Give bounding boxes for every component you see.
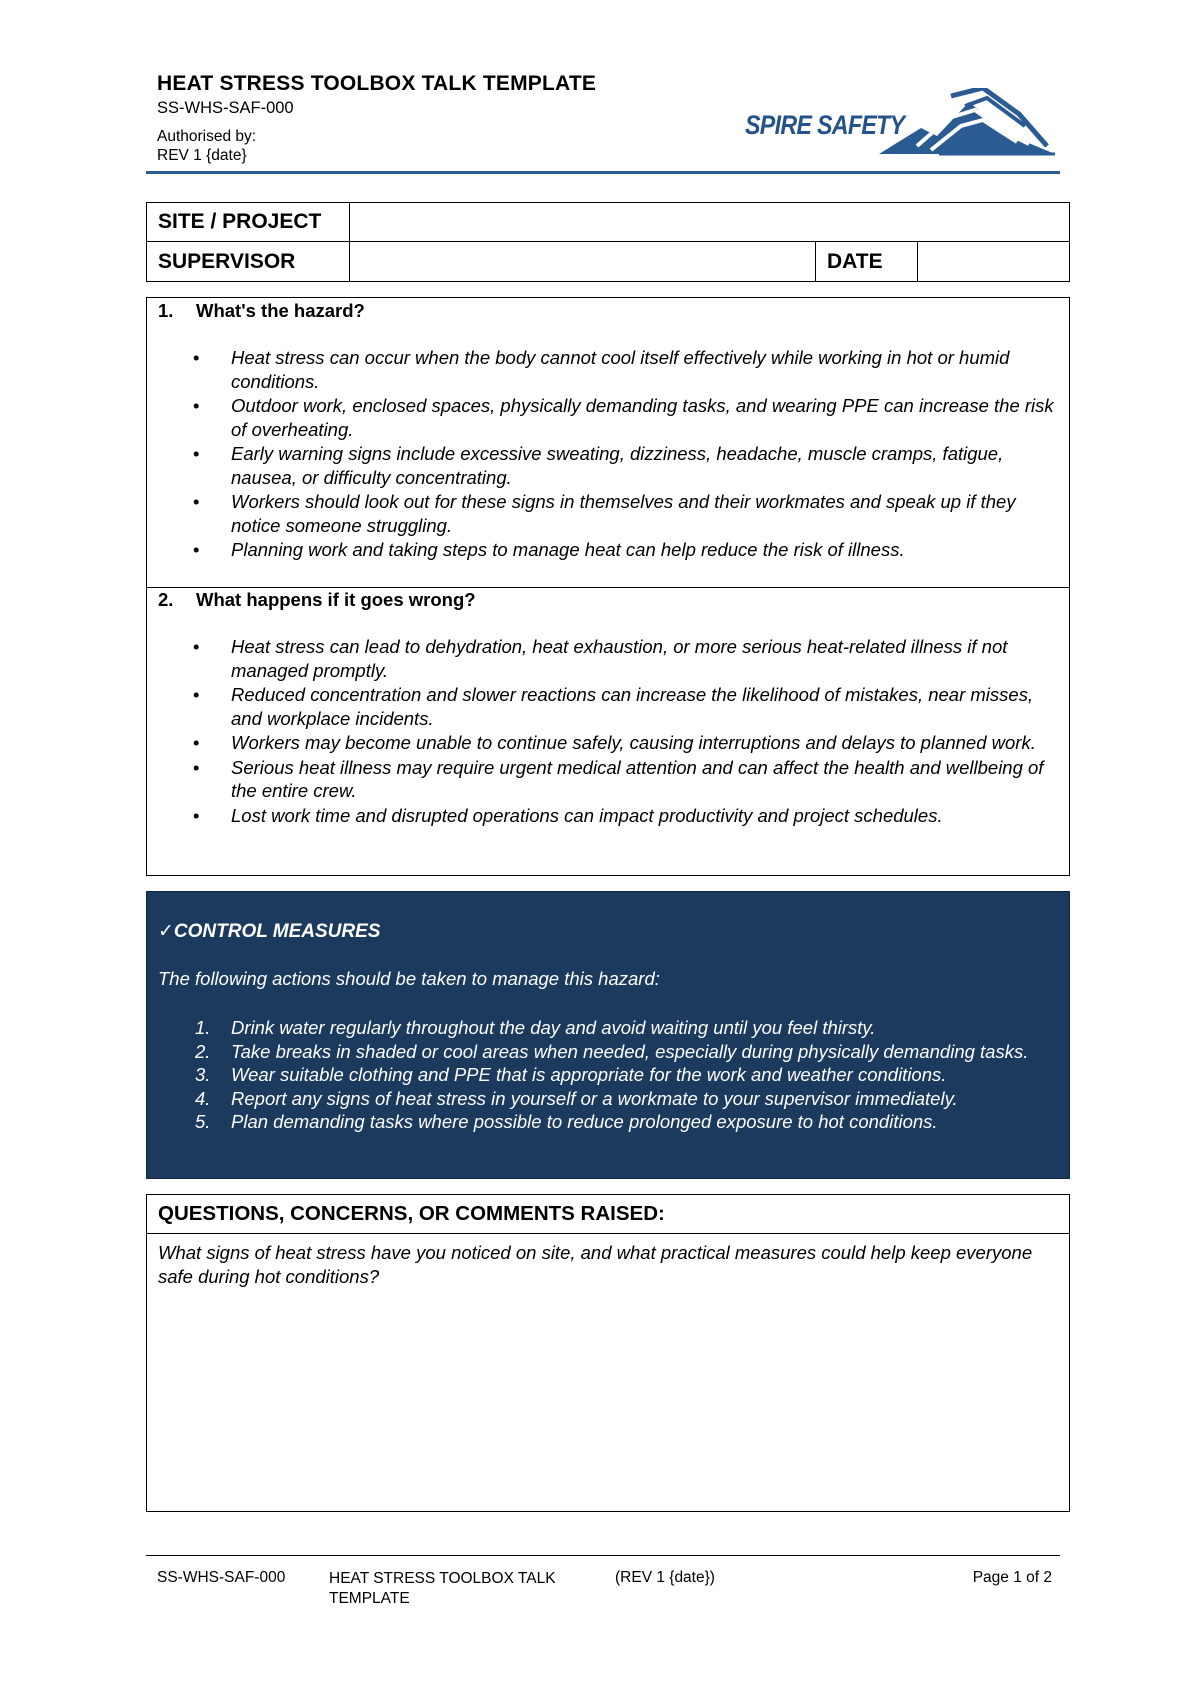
- bullet-icon: •: [193, 539, 200, 560]
- bullet-icon: •: [193, 732, 200, 753]
- spire-safety-logo: [745, 88, 1055, 160]
- list-item: 3. Wear suitable clothing and PPE that is appropriate for the work and weather conditions.: [195, 1064, 947, 1085]
- section-divider: [147, 587, 1069, 588]
- page-number: Page 1 of 2: [972, 1569, 1052, 1586]
- date-label: DATE: [827, 249, 883, 273]
- list-item: • Heat stress can occur when the body cannot cool itself effectively while working in hot or humid conditions.: [193, 347, 1010, 392]
- hazard-bullet-list: [147, 346, 1069, 563]
- document-code: SS-WHS-SAF-000: [157, 99, 294, 117]
- bullet-icon: •: [193, 491, 200, 512]
- site-project-field[interactable]: [350, 203, 1069, 241]
- supervisor-row: [147, 242, 1069, 281]
- control-measures-intro: The following actions should be taken to manage this hazard:: [158, 968, 660, 989]
- list-item: • Early warning signs include excessive sweating, dizziness, headache, muscle cramps, fatigue, nausea, or difficulty concentrating.: [193, 443, 1004, 488]
- list-item: • Planning work and taking steps to manage heat can help reduce the risk of illness.: [193, 539, 905, 560]
- bullet-icon: •: [193, 756, 200, 778]
- revision-label: REV 1 {date}: [157, 147, 247, 164]
- bullet-icon: •: [193, 804, 200, 826]
- footer-doc-code: SS-WHS-SAF-000: [157, 1569, 286, 1586]
- list-item: • Outdoor work, enclosed spaces, physically demanding tasks, and wearing PPE can increase the risk of overheating.: [193, 395, 1054, 440]
- list-item: • Workers may become unable to continue safely, causing interruptions and delays to planned work.: [193, 732, 1036, 753]
- site-details-table: [146, 202, 1070, 282]
- list-item: • Workers should look out for these signs in themselves and their workmates and speak up if they notice someone struggling.: [193, 491, 1016, 536]
- bullet-icon: •: [193, 636, 200, 657]
- consequences-number: 2.: [158, 589, 174, 610]
- consequences-bullet-list: [147, 635, 1069, 828]
- list-item: • Serious heat illness may require urgent medical attention and can affect the health and wellbeing of the entire crew.: [193, 756, 1044, 801]
- footer-divider: [146, 1555, 1060, 1556]
- site-project-row: [147, 203, 1069, 242]
- hazard-heading-text: What's the hazard?: [196, 300, 365, 321]
- questions-section: [146, 1194, 1070, 1512]
- consequences-heading: [158, 589, 476, 611]
- bullet-icon: •: [193, 684, 200, 705]
- list-item: • Heat stress can lead to dehydration, heat exhaustion, or more serious heat-related illness if not managed promptly.: [193, 636, 1008, 681]
- header-divider: [146, 171, 1060, 174]
- bullet-icon: •: [193, 395, 200, 416]
- list-item: • Reduced concentration and slower reactions can increase the likelihood of mistakes, near misses, and workplace incidents.: [193, 684, 1034, 729]
- control-measures-list: [147, 1016, 1069, 1134]
- bullet-icon: •: [193, 347, 200, 368]
- list-item: 2. Take breaks in shaded or cool areas when needed, especially during physically demanding tasks.: [195, 1040, 1029, 1062]
- bullet-icon: •: [193, 443, 200, 464]
- list-item: 1. Drink water regularly throughout the day and avoid waiting until you feel thirsty.: [195, 1017, 876, 1038]
- questions-heading: QUESTIONS, CONCERNS, OR COMMENTS RAISED:: [147, 1195, 1069, 1234]
- authorised-by-label: Authorised by:: [157, 128, 257, 145]
- date-field[interactable]: [918, 242, 1069, 281]
- hazard-number: 1.: [158, 300, 174, 321]
- supervisor-label: SUPERVISOR: [158, 249, 296, 273]
- control-measures-section: [146, 891, 1070, 1179]
- hazard-section: [146, 297, 1070, 876]
- site-project-label: SITE / PROJECT: [158, 210, 322, 233]
- list-item: 5. Plan demanding tasks where possible to reduce prolonged exposure to hot conditions.: [195, 1111, 938, 1132]
- supervisor-field[interactable]: [350, 242, 815, 281]
- list-item: 4. Report any signs of heat stress in yourself or a workmate to your supervisor immediately.: [195, 1087, 958, 1109]
- footer-revision: (REV 1 {date}): [615, 1569, 715, 1586]
- footer-title: HEAT STRESS TOOLBOX TALK TEMPLATE: [329, 1570, 556, 1607]
- mountain-logo-icon: [879, 88, 1055, 156]
- control-measures-heading: ✓CONTROL MEASURES: [158, 921, 381, 942]
- logo-wordmark: SPIRE SAFETY: [745, 110, 905, 140]
- questions-prompt[interactable]: What signs of heat stress have you noticed on site, and what practical measures could help keep everyone safe during hot conditions?: [158, 1242, 1033, 1287]
- document-title: HEAT STRESS TOOLBOX TALK TEMPLATE: [157, 72, 597, 95]
- consequences-heading-text: What happens if it goes wrong?: [196, 589, 476, 610]
- hazard-heading: [158, 300, 365, 322]
- list-item: • Lost work time and disrupted operations can impact productivity and project schedules.: [193, 804, 943, 826]
